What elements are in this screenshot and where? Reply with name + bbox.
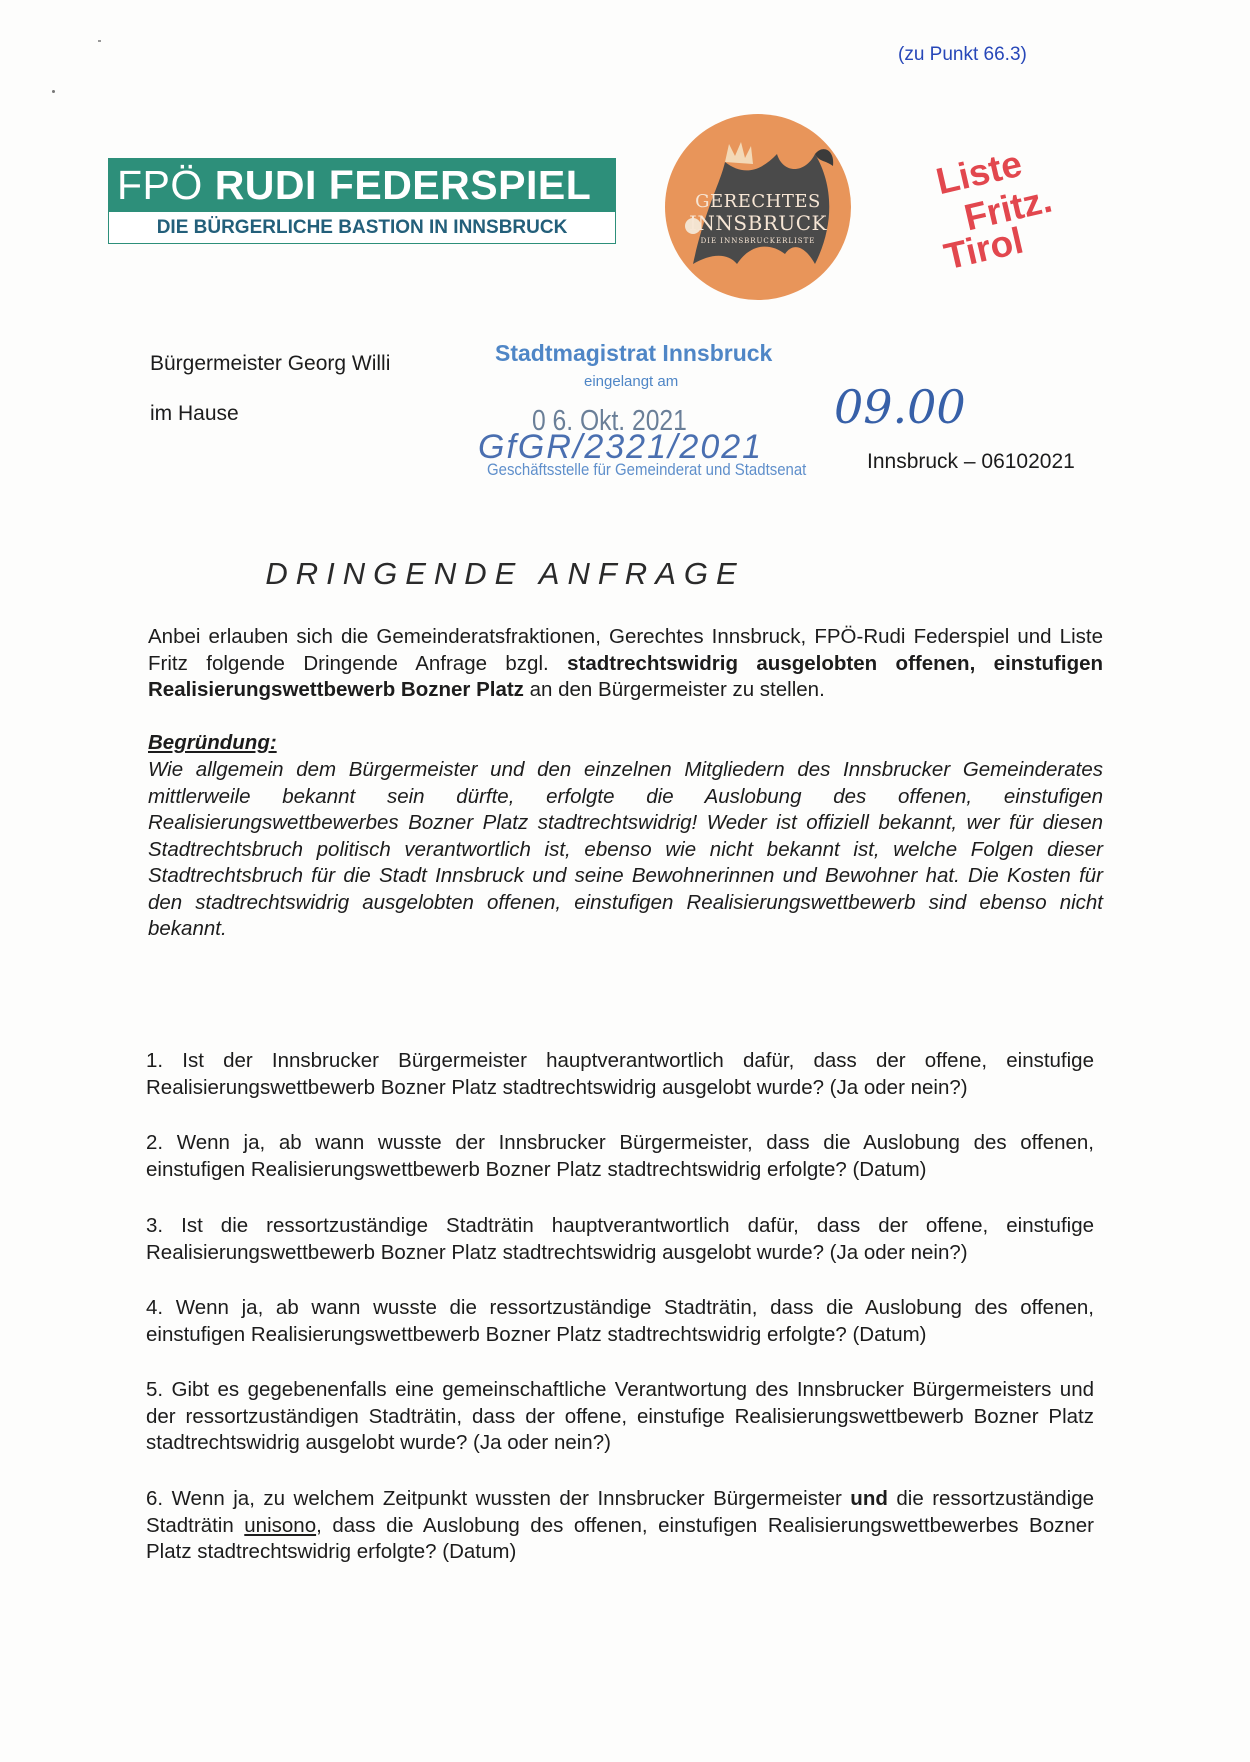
addressee-name: Bürgermeister Georg Willi xyxy=(150,352,391,375)
question-6 xyxy=(146,1486,1094,1566)
scan-speck xyxy=(52,90,55,93)
fpo-logo-title xyxy=(109,159,615,212)
gerechtes-innsbruck-logo xyxy=(665,114,851,300)
reason-paragraph: Wie allgemein dem Bürgermeister und den einzelnen Mitgliedern des Innsbrucker Gemeinderates mittlerweile bekannt sein dürfte, erfolgte die Auslobung des offenen, einstufigen Realisierungswettbewerbes Bozner Platz stadtrechtswidrig! Weder ist offiziell bekannt, wer für diesen Stadtrechtsbruch politisch verantwortlich ist, ebenso wie nicht bekannt ist, welche Folgen dieser Stadtrechtsbruch für die Stadt Innsbruck und seine Bewohnerinnen und Bewohner hat. Die Kosten für den stadtrechtswidrig ausgelobten offenen, einstufigen Realisierungswettbewerb sind ebenso nicht bekannt. xyxy=(148,758,1103,940)
q6-text-1: 6. Wenn ja, zu welchem Zeitpunkt wussten der Innsbrucker Bürgermeister xyxy=(146,1487,851,1510)
question-5: 5. Gibt es gegebenenfalls eine gemeinschaftliche Verantwortung des Innsbrucker Bürgermeisters und der ressortzuständigen Stadträtin, dass der offene, einstufige Realisierungswettbewerb Bozner Platz stadtrechtswidrig ausgelobt wurde? (Ja oder nein?) xyxy=(146,1378,1094,1454)
reason-heading: Begründung: xyxy=(148,731,277,754)
seal-line-2: INNSBRUCK xyxy=(689,211,827,235)
fpo-logo xyxy=(108,158,616,244)
q6-text-2: die ressortzuständige Stadträtin xyxy=(146,1487,1095,1537)
intro-bold-topic: stadtrechtswidrig ausgelobten offenen, einstufigen Realisierungswettbewerb Bozner Platz xyxy=(148,651,1104,701)
intro-text-2: an den Bürgermeister zu stellen. xyxy=(523,678,825,701)
question-4: 4. Wenn ja, ab wann wusste die ressortzuständige Stadträtin, dass die Auslobung des offenen, einstufigen Realisierungswettbewerb Bozner Platz stadtrechtswidrig erfolgte? (Datum) xyxy=(146,1296,1094,1346)
document-heading: DRINGENDE ANFRAGE xyxy=(265,556,745,591)
question-3: 3. Ist die ressortzuständige Stadträtin hauptverantwortlich dafür, dass der offene, einstufige Realisierungswettbewerb Bozner Platz stadtrechtswidrig ausgelobt wurde? (Ja oder nein?) xyxy=(146,1214,1094,1264)
question-2: 2. Wenn ja, ab wann wusste der Innsbrucker Bürgermeister, dass die Auslobung des offenen, einstufigen Realisierungswettbewerb Bozner Platz stadtrechtswidrig erfolgte? (Datum) xyxy=(146,1131,1094,1181)
q6-text-3: , dass die Auslobung des offenen, einstufigen Realisierungswettbewerbes Bozner Platz stadtrechtswidrig erfolgte? (Datum) xyxy=(146,1513,1094,1563)
liste-fritz-logo xyxy=(930,142,1080,278)
q6-underlined: unisono xyxy=(244,1513,317,1537)
intro-text-1: Anbei erlauben sich die Gemeinderatsfraktionen, Gerechtes Innsbruck, FPÖ-Rudi Federspiel und Liste Fritz folgende Dringende Anfrage bzgl. xyxy=(148,625,1103,675)
stamp-handwritten-number: GfGR/2321/2021 xyxy=(478,428,764,466)
stamp-organization: Stadtmagistrat Innsbruck xyxy=(495,340,773,366)
agenda-reference: (zu Punkt 66.3) xyxy=(898,44,1027,65)
scan-speck xyxy=(98,40,101,42)
stamp-received-label: eingelangt am xyxy=(584,373,679,390)
question-1: 1. Ist der Innsbrucker Bürgermeister hauptverantwortlich dafür, dass der offene, einstufige Realisierungswettbewerb Bozner Platz stadtrechtswidrig ausgelobt wurde? (Ja oder nein?) xyxy=(146,1049,1094,1099)
fritz-logo-line-1: Liste xyxy=(932,142,1026,203)
fpo-logo-tagline: DIE BÜRGERLICHE BASTION IN INNSBRUCK xyxy=(156,217,568,238)
stamp-department: Geschäftsstelle für Gemeinderat und Stadtsenat xyxy=(487,460,807,479)
seal-line-3: DIE INNSBRUCKERLISTE xyxy=(700,237,816,245)
q6-bold: und xyxy=(850,1487,888,1510)
fritz-logo-line-3: Tirol xyxy=(940,219,1027,278)
fritz-logo-line-2: Fritz. xyxy=(960,178,1056,239)
stamp-received-date: 0 6. Okt. 2021 xyxy=(532,405,687,437)
fpo-logo-prefix: FPÖ xyxy=(117,162,203,208)
fpo-logo-name: RUDI FEDERSPIEL xyxy=(214,162,592,208)
handwritten-time: 09.00 xyxy=(834,380,966,434)
seal-line-1: GERECHTES xyxy=(695,191,821,212)
place-date: Innsbruck – 06102021 xyxy=(867,450,1075,473)
addressee-location: im Hause xyxy=(150,402,239,425)
intro-paragraph xyxy=(148,624,1103,704)
